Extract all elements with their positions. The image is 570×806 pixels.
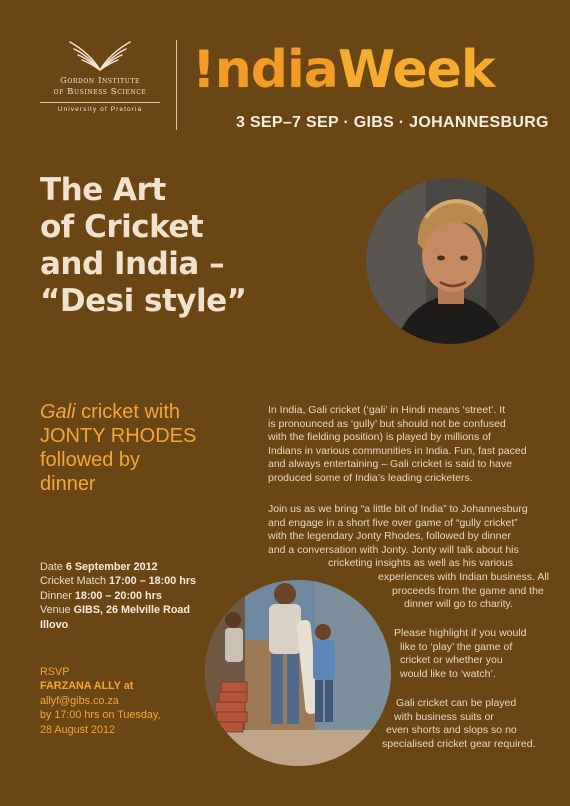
logo-line2: of Business Science	[53, 87, 147, 97]
play-watch-paragraph	[394, 627, 544, 681]
paragraph-line: and always entertaining – Gali cricket is said to have	[268, 458, 512, 471]
paragraph-line: produced some of India’s leading cricketers.	[268, 471, 473, 484]
intro-paragraph	[268, 404, 538, 486]
subhead-line1-rest: cricket with	[75, 401, 181, 423]
paragraph-line: experiences with Indian business. All	[378, 570, 550, 583]
paragraph-line: and a conversation with Jonty. Jonty will talk about his	[268, 543, 519, 556]
headline-line: The Art	[40, 172, 166, 208]
subhead-line1	[40, 400, 260, 424]
logo-divider	[40, 102, 160, 103]
detail-venue-line2	[40, 618, 240, 632]
logo-line3: University of Pretoria	[57, 106, 143, 113]
paragraph-line: with business suits or	[394, 710, 494, 723]
paragraph-line: Join us as we bring “a little bit of India” to Johannesburg	[268, 503, 528, 515]
headline-line: of Cricket	[40, 209, 204, 245]
paragraph-line: with the legendary Jonty Rhodes, followed by dinner	[268, 530, 511, 543]
wings-logo-icon	[68, 38, 132, 74]
paragraph-line: even shorts and slops so no	[386, 724, 517, 737]
match-value: 17:00 – 18:00 hrs	[109, 575, 197, 588]
date-label: Date	[40, 561, 63, 573]
paragraph-line: specialised cricket gear required.	[382, 737, 536, 750]
brand-subtitle: 3 SEP–7 SEP · GIBS · JOHANNESBURG	[236, 114, 549, 131]
brand-title-week: Week	[337, 40, 495, 100]
rsvp-email[interactable]: allyf@gibs.co.za	[40, 694, 119, 707]
date-value: 6 September 2012	[65, 561, 158, 573]
jonty-rhodes-portrait	[366, 178, 534, 344]
venue-value-line2: Illovo	[40, 618, 69, 631]
venue-value: GIBS, 26 Melville Road	[73, 604, 191, 617]
dinner-value: 18:00 – 20:00 hrs	[74, 589, 162, 602]
event-details	[40, 560, 240, 632]
paragraph-line: dinner will go to charity.	[404, 598, 513, 611]
paragraph-line: with the fielding position) is played by millions of	[268, 431, 491, 444]
street-cricket-illustration	[205, 580, 391, 766]
detail-dinner	[40, 589, 240, 603]
gibs-logo	[30, 38, 170, 113]
brand-title	[192, 40, 495, 100]
dress-code-paragraph	[382, 697, 544, 751]
subhead-line4: dinner	[40, 473, 96, 495]
subhead-line2: JONTY RHODES	[40, 425, 197, 447]
subhead-gali: Gali	[40, 401, 76, 423]
rsvp-deadline-line1: by 17:00 hrs on Tuesday,	[40, 709, 161, 722]
paragraph-line: would like to ‘watch’.	[400, 667, 496, 680]
subhead-line3: followed by	[40, 449, 141, 471]
paragraph-line: In India, Gali cricket (‘gali’ in Hindi means ‘street’. It	[268, 404, 506, 416]
headline-line: and India –	[40, 246, 225, 282]
logo-line1: Gordon Institute	[59, 76, 141, 86]
headline	[40, 172, 350, 320]
dinner-label: Dinner	[40, 589, 72, 602]
rsvp-deadline-line2: 28 August 2012	[40, 723, 116, 736]
paragraph-line: like to ‘play’ the game of	[400, 640, 513, 653]
detail-venue	[40, 603, 240, 617]
header-divider	[176, 40, 177, 130]
subheadline	[40, 400, 260, 496]
brand-title-india: !ndia	[192, 40, 338, 100]
paragraph-line: Please highlight if you would	[394, 627, 527, 639]
india-week-brand	[192, 40, 549, 132]
portrait-illustration	[366, 178, 534, 344]
match-label: Cricket Match	[40, 575, 106, 588]
rsvp-label: RSVP	[40, 666, 70, 678]
paragraph-line: Gali cricket can be played	[396, 697, 517, 709]
paragraph-line: cricket or whether you	[400, 654, 503, 667]
paragraph-line: is pronounced as ‘gully’ but should not be confused	[268, 417, 506, 430]
headline-line: “Desi style”	[40, 283, 247, 319]
street-cricket-photo	[205, 580, 391, 766]
detail-match	[40, 574, 240, 588]
paragraph-line: Indians in various communities in India. Fun, fast paced	[268, 444, 527, 457]
paragraph-line: and engage in a short five over game of “gully cricket”	[268, 516, 518, 529]
rsvp-name-text: FARZANA ALLY at	[40, 680, 134, 693]
paragraph-line: proceeds from the game and the	[392, 584, 544, 597]
paragraph-line: cricketing insights as well as his various	[328, 557, 513, 570]
venue-label: Venue	[40, 604, 71, 617]
detail-date	[40, 560, 240, 574]
